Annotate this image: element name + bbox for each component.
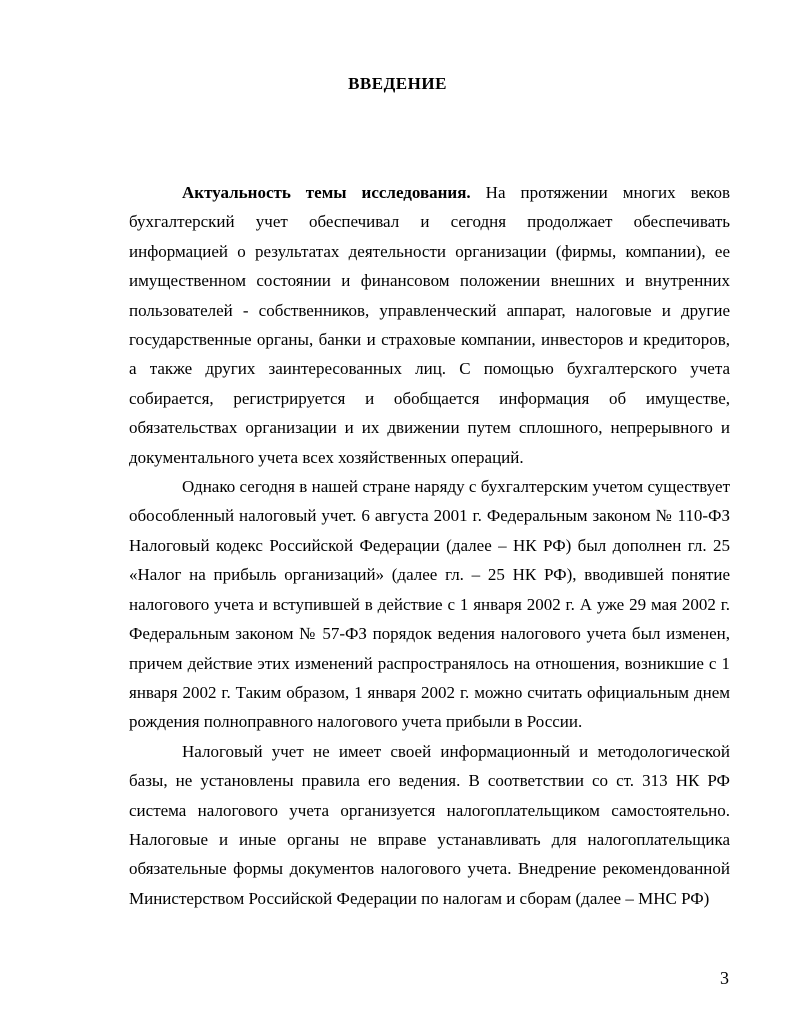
paragraph-text: На протяжении многих веков бухгалтерский учет обеспечивал и сегодня продолжает обеспечивать информацией о результатах деятельности организации (фирмы, компании), ее имущественном состоянии и финансовом положении внешних и внутренних пользователей - собственников, управленческий аппарат, налоговые и другие государственные органы, банки и страховые компании, инвесторов и кредиторов, а также других заинтересованных лиц. С помощью бухгалтерского учета собирается, регистрируется и обобщается информация об имуществе, обязательствах организации и их движении путем сплошного, непрерывного и документального учета всех хозяйственных операций. — [129, 183, 731, 467]
paragraph-lead: Актуальность темы исследования. — [182, 183, 471, 202]
body-text — [129, 178, 730, 913]
paragraph-tax-accounting: Однако сегодня в нашей стране наряду с бухгалтерским учетом существует обособленный налоговый учет. 6 августа 2001 г. Федеральным законом № 110-ФЗ Налоговый кодекс Российской Федерации (далее – НК РФ) был дополнен гл. 25 «Налог на прибыль организаций» (далее гл. – 25 НК РФ), вводившей понятие налогового учета и вступившей в действие с 1 января 2002 г. А уже 29 мая 2002 г. Федеральным законом № 57-ФЗ порядок ведения налогового учета был изменен, причем действие этих изменений распространялось на отношения, возникшие с 1 января 2002 г. Таким образом, 1 января 2002 г. можно считать официальным днем рождения полноправного налогового учета прибыли в России. — [129, 477, 730, 732]
page-title: ВВЕДЕНИЕ — [348, 74, 447, 93]
page-number: 3 — [720, 968, 729, 988]
paragraph-methodology: Налоговый учет не имеет своей информационный и методологической базы, не установлены правила его ведения. В соответствии со ст. 313 НК РФ система налогового учета организуется налогоплательщиком самостоятельно. Налоговые и иные органы не вправе устанавливать для налогоплательщика обязательные формы документов налогового учета. Внедрение рекомендованной Министерством Российской Федерации по налогам и сборам (далее – МНС РФ) — [129, 741, 730, 908]
paragraph-relevance — [129, 178, 730, 472]
